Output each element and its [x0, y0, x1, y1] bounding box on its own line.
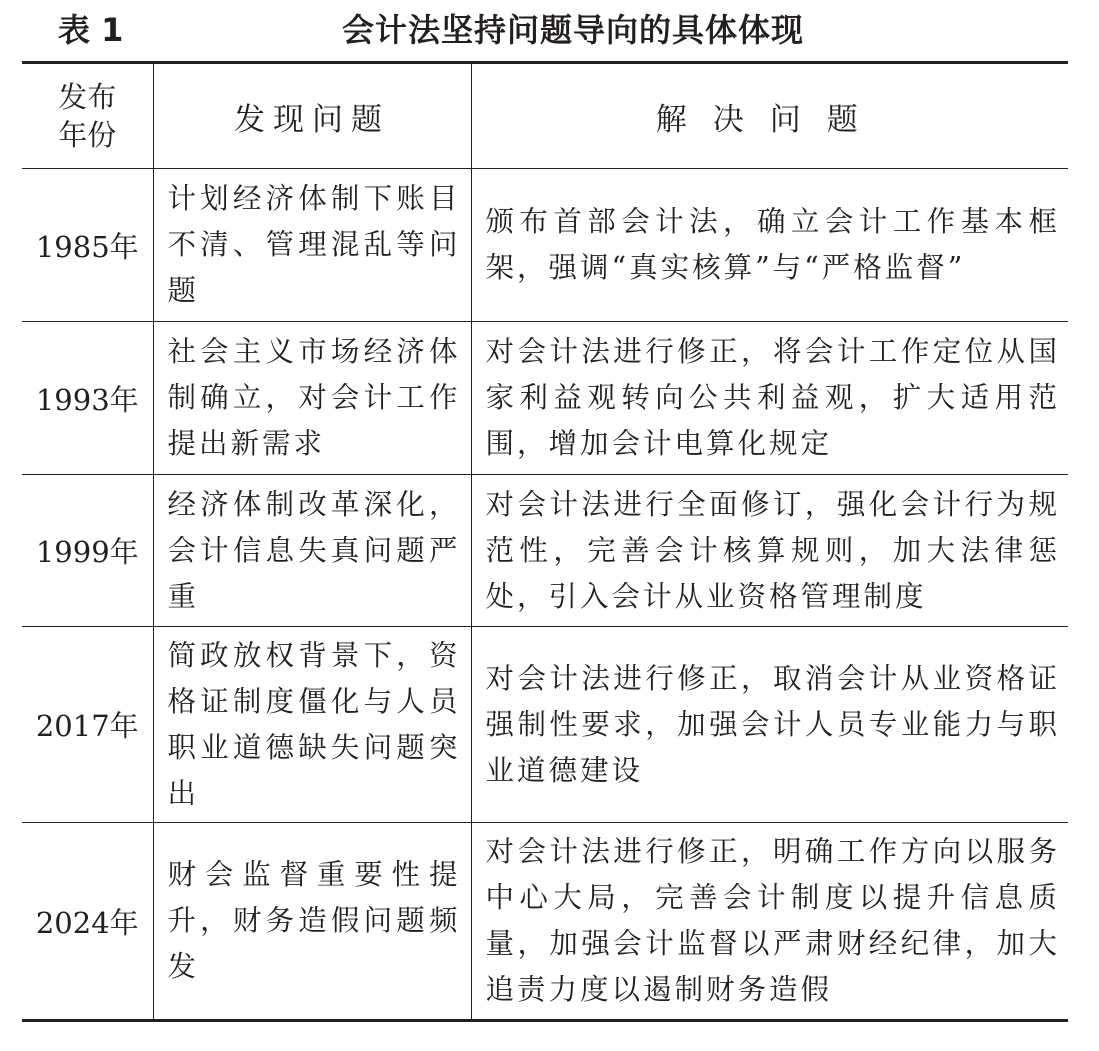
header-year: [22, 63, 153, 169]
solution-cell: 对会计法进行修正，明确工作方向以服务中心大局，完善会计制度以提升信息质量，加强会计监督以严肃财经纪律，加大追责力度以遏制财务造假: [471, 823, 1068, 1021]
year-cell: 2024年: [22, 823, 153, 1021]
table-row: [22, 823, 1068, 1021]
table-row: [22, 322, 1068, 475]
problem-cell: 经济体制改革深化，会计信息失真问题严重: [153, 475, 471, 627]
problem-cell: 简政放权背景下，资格证制度僵化与人员职业道德缺失问题突出: [153, 627, 471, 823]
table-row: [22, 475, 1068, 627]
year-cell: 1999年: [22, 475, 153, 627]
table-label: 表 1: [58, 11, 124, 49]
table-caption: [22, 6, 1068, 56]
year-cell: 1985年: [22, 169, 153, 322]
problem-cell: 社会主义市场经济体制确立，对会计工作提出新需求: [153, 322, 471, 475]
table-row: [22, 627, 1068, 823]
solution-cell: 颁布首部会计法，确立会计工作基本框架，强调“真实核算”与“严格监督”: [471, 169, 1068, 322]
table-title: 会计法坚持问题导向的具体体现: [342, 11, 805, 49]
year-cell: 1993年: [22, 322, 153, 475]
solution-cell: 对会计法进行全面修订，强化会计行为规范性，完善会计核算规则，加大法律惩处，引入会计从业资格管理制度: [471, 475, 1068, 627]
solution-cell: 对会计法进行修正，取消会计从业资格证强制性要求，加强会计人员专业能力与职业道德建设: [471, 627, 1068, 823]
header-year-line2: 年份: [58, 118, 117, 152]
solution-cell: 对会计法进行修正，将会计工作定位从国家利益观转向公共利益观，扩大适用范围，增加会计电算化规定: [471, 322, 1068, 475]
header-year-line1: 发布: [58, 80, 117, 114]
table-header-row: [22, 63, 1068, 169]
problem-cell: 财会监督重要性提升，财务造假问题频发: [153, 823, 471, 1021]
history-table: [22, 61, 1068, 1022]
header-found-problem: 发现问题: [153, 63, 471, 169]
problem-cell: 计划经济体制下账目不清、管理混乱等问题: [153, 169, 471, 322]
table-row: [22, 169, 1068, 322]
year-cell: 2017年: [22, 627, 153, 823]
header-solve-problem: 解决问题: [471, 63, 1068, 169]
